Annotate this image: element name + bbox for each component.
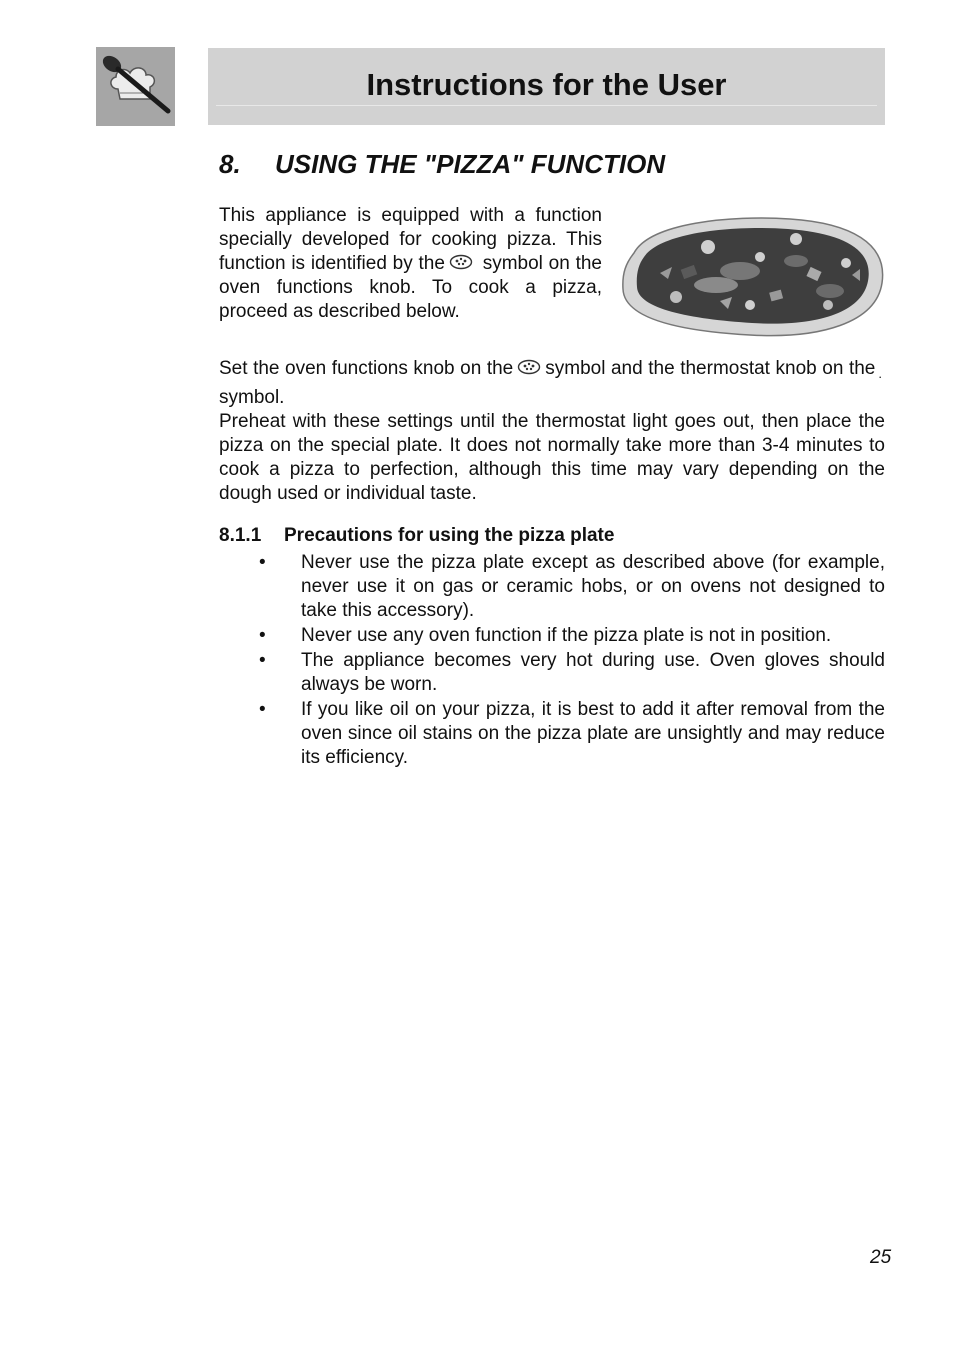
subsection-number: 8.1.1 xyxy=(219,525,262,546)
section-number: 8. xyxy=(219,149,241,179)
instruction-text-part1: Set the oven functions knob on the xyxy=(219,358,514,379)
instruction-paragraph-2: Preheat with these settings until the thermostat light goes out, then place the pizza on the special plate. It does not normally take more than 3-4 minutes to cook a pizza to perfection, although this time may vary depending on the dough used or individual taste. xyxy=(219,411,885,504)
pizza-symbol-icon xyxy=(517,358,541,376)
bullet-icon: • xyxy=(259,552,266,573)
list-item-text: The appliance becomes very hot during use. Oven gloves should always be worn. xyxy=(301,650,885,695)
instruction-paragraph-1 xyxy=(219,357,885,410)
pizza-icon xyxy=(620,213,886,341)
list-item xyxy=(219,698,885,770)
thermostat-dot-symbol: . xyxy=(878,366,882,381)
instructions-text xyxy=(219,357,885,506)
chef-spoon-logo-icon xyxy=(96,47,175,126)
page-title: Instructions for the User xyxy=(366,67,727,102)
bullet-icon: • xyxy=(259,650,266,671)
instruction-text-part2: symbol and the thermostat knob on the xyxy=(545,358,876,379)
header-title-bar xyxy=(208,48,885,125)
section-title: USING THE "PIZZA" FUNCTION xyxy=(275,149,666,179)
list-item xyxy=(219,649,885,697)
intro-text-part1: This appliance is equipped with a function specially developed for cooking pizza. This function is identified by the xyxy=(219,205,602,274)
precautions-list xyxy=(219,551,885,771)
intro-text-part2: symbol on the oven functions knob. To cook a pizza, proceed as described below. xyxy=(219,253,602,322)
list-item xyxy=(219,551,885,623)
section-heading xyxy=(219,149,665,180)
list-item-text: Never use the pizza plate except as described above (for example, never use it on gas or ceramic hobs, or on ovens not designed to take this accessory). xyxy=(301,552,885,621)
subsection-title: Precautions for using the pizza plate xyxy=(284,525,615,546)
header-divider xyxy=(216,105,877,106)
list-item xyxy=(219,624,885,648)
pizza-symbol-icon xyxy=(449,253,473,271)
intro-paragraph xyxy=(219,204,602,324)
page-number: 25 xyxy=(870,1247,892,1268)
subsection-heading xyxy=(219,525,614,547)
list-item-text: If you like oil on your pizza, it is best to add it after removal from the oven since oil stains on the pizza plate are unsightly and may reduce its efficiency. xyxy=(301,699,885,768)
list-item-text: Never use any oven function if the pizza plate is not in position. xyxy=(301,625,832,646)
bullet-icon: • xyxy=(259,699,266,720)
instruction-text-part3: symbol. xyxy=(219,387,285,408)
bullet-icon: • xyxy=(259,625,266,646)
